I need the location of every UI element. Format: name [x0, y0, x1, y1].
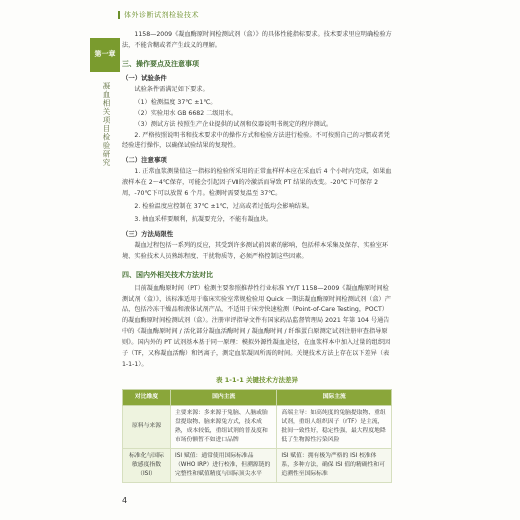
subsection-3-heading: （三）方法局限性 [122, 229, 174, 238]
table-international-cell: ISI 赋值：拥有极为严格的 ISI 校准体系，多种方法，确保 ISI 值的精确性和可追溯性至国际标准 [277, 448, 392, 482]
subsection-2-heading: （二）注意事项 [122, 156, 167, 165]
section-4-paragraph: 目前凝血酶原时间（PT）检测主要参照推荐性行业标准 YY/T 1158—2009《凝血酶原时间检测试剂（盒）》，该标准适用于临床实验室常规检验用 Quick 一期法凝血酶原时间检测试剂（盒）产品，包括冷冻干燥品和液体试剂产品，不适用于床旁快速检测（Point-of-Care Testing，POCT）的凝血酶原时间检测试剂（盒）。注册审评指导文件有国家药品监督管理局 2021 年第 104 号通告中的《凝血酶原时间 / 活化部分凝血活酶时间 / 凝血酶时间 / 纤维蛋白原测定试剂注册审查指导原则》。国内外的 PT 试剂基本基于同一原理：模拟外源性凝血途径，在血浆样本中加入过量的组织因子（TF，又称凝血活酶）和钙离子，测定血浆凝固所需的时间。关键技术方法上存在以下差异（表 1-1-1）。 [122, 284, 391, 368]
table-header-row [123, 389, 392, 405]
table-row [123, 448, 392, 482]
table-caption: 表 1-1-1 关键技术方法差异 [216, 375, 298, 384]
table-domestic-cell: ISI 赋值：通常使用国际标准品（WHO IRP）进行校准，但溯源链的完整性和赋值精度与国际顶尖水平 [171, 448, 277, 482]
table-header-cell: 对比维度 [123, 389, 171, 405]
sub1-line: （1）检测温度 37℃ ±1℃。 [134, 98, 217, 106]
chapter-tab[interactable]: 第一章 [90, 38, 120, 72]
running-title: 体外诊断试剂检验技术 [124, 11, 199, 19]
sub1-line: （3）测试方法 按照生产企业提供的试剂和仪器说明书规定的程序测试。 [134, 120, 333, 128]
sub2-line: 3. 抽血采样要顺利，抗凝要充分，不能有凝血块。 [134, 215, 273, 223]
section-4-heading: 四、国内外相关技术方法对比 [122, 270, 213, 279]
table-header-cell: 国际主流 [277, 389, 392, 405]
table-row [123, 405, 392, 448]
page-number: 4 [122, 496, 128, 505]
table-dimension-cell: 标准化与国际敏感度指数（ISI） [123, 448, 171, 482]
table-international-cell: 高端主导：如高纯度的兔脑提取物、重组试剂，重组人组织因子（rTF）是主流，批间一致性好，稳定性强，最大程度地降低了生物源性污染风险 [277, 405, 392, 448]
section-3-heading: 三、操作要点及注意事项 [122, 59, 199, 68]
sub2-line: 2. 检验温度应控制在 37℃ ±1℃，过高或者过低均会影响结果。 [134, 202, 314, 210]
sub2-line: 1. 正常血浆测量值这一指标的检验所采用的正常血样样本应在采血后 4 个小时内完成，如果血液样本在 2～4℃保存，可能会引起因子Ⅶ的冷激活而导致 PT 结果的改变。-20℃下可保存 2 周，-70℃下可以放置 6 个月。检测时需要复温至 37℃。 [122, 168, 392, 198]
sub1-line: （2）实验用水 GB 6682 二级用水。 [134, 109, 238, 117]
subsection-1-heading: （一）试验条件 [122, 73, 167, 82]
sub1-line: 试验条件需满足如下要求。 [134, 86, 209, 94]
table-domestic-cell: 主要来源：多来源于兔脑、人脑或胎盘提取物、脑来源兔方式，技术成熟，成本较低，重组试剂的普及度和市场份额暂不如进口品牌 [171, 405, 277, 448]
header-bar [118, 11, 120, 19]
sub1-line: 2. 严格按照说明书和技术要求中的操作方式和检验方法进行检验。不可按照自己的习惯或者凭经验进行操作，以确保试验结果的复现性。 [122, 131, 390, 150]
main-content [122, 30, 392, 483]
running-header [118, 10, 199, 20]
sub3-paragraph: 凝血过程包括一系列的反应，其受到许多测试前因素的影响，包括样本采集及保存、实验室环境、实验技术人员熟练程度、干扰物质等，必须严格控制这些因素。 [122, 241, 389, 260]
table-dimension-cell: 原料与来源 [123, 405, 171, 448]
table-header-cell: 国内主流 [171, 389, 277, 405]
comparison-table [122, 389, 392, 483]
chapter-title-vertical: 凝血相关项目检验研究 [102, 82, 111, 167]
intro-paragraph: 1158—2009《凝血酶原时间检测试剂（盒）》的具体性能指标要求。技术要求里应明确检验方法，不能含糊或者产生歧义的理解。 [122, 31, 392, 49]
